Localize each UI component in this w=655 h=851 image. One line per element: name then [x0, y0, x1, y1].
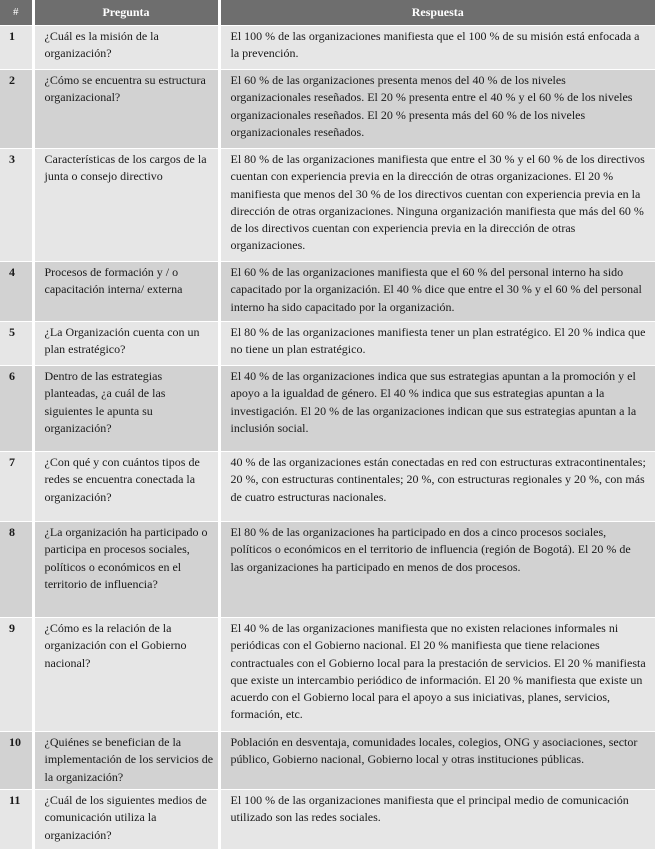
row-question: ¿Quiénes se benefician de la implementación de los servicios de la organización? [33, 732, 219, 790]
column-header-answer: Respuesta [219, 0, 655, 26]
row-question: ¿Cómo se encuentra su estructura organizacional? [33, 70, 219, 149]
table-row [0, 70, 655, 149]
table-row [0, 26, 655, 70]
row-question: ¿Cómo es la relación de la organización con el Gobierno nacional? [33, 618, 219, 732]
row-question: Características de los cargos de la junta o consejo directivo [33, 149, 219, 262]
row-answer: El 40 % de las organizaciones indica que sus estrategias apuntan a la promoción y el apoyo a la igualdad de género. El 40 % indica que sus estrategias apuntan a la investigación. El 20 % de las organizaciones indican que sus estrategias apuntan a la inclusión social. [219, 366, 655, 452]
row-question: ¿Cuál de los siguientes medios de comunicación utiliza la organización? [33, 790, 219, 850]
row-number: 2 [0, 70, 33, 149]
row-answer: 40 % de las organizaciones están conectadas en red con estructuras extracontinentales; 20 %, con estructuras continentales; 20 %, con estructuras regionales y 20 %, con más de cuatro estructuras nacionales. [219, 452, 655, 522]
row-number: 8 [0, 522, 33, 618]
row-answer: El 100 % de las organizaciones manifiesta que el principal medio de comunicación utilizado son las redes sociales. [219, 790, 655, 850]
row-question: ¿La organización ha participado o participa en procesos sociales, políticos o económicos en el territorio de influencia? [33, 522, 219, 618]
row-answer: Población en desventaja, comunidades locales, colegios, ONG y asociaciones, sector público, Gobierno nacional, Gobierno local y otras instituciones públicas. [219, 732, 655, 790]
row-question: ¿Con qué y con cuántos tipos de redes se encuentra conectada la organización? [33, 452, 219, 522]
table-row [0, 366, 655, 452]
row-number: 10 [0, 732, 33, 790]
row-number: 1 [0, 26, 33, 70]
row-number: 7 [0, 452, 33, 522]
table-header-row [0, 0, 655, 26]
column-header-question: Pregunta [33, 0, 219, 26]
row-number: 4 [0, 262, 33, 322]
table-row [0, 149, 655, 262]
table-row [0, 618, 655, 732]
row-question: ¿La Organización cuenta con un plan estratégico? [33, 322, 219, 366]
row-answer: El 60 % de las organizaciones presenta menos del 40 % de los niveles organizacionales reseñados. El 20 % presenta entre el 40 % y el 60 % de los niveles organizacionales reseñados. El 20 % presenta más del 60 % de los niveles organizacionales reseñados. [219, 70, 655, 149]
table-row [0, 732, 655, 790]
row-question: Dentro de las estrategias planteadas, ¿a cuál de las siguientes le apunta su organización? [33, 366, 219, 452]
row-answer: El 80 % de las organizaciones ha participado en dos a cinco procesos sociales, políticos o económicos en el territorio de influencia (región de Bogotá). El 20 % de las organizaciones ha participado en menos de dos procesos. [219, 522, 655, 618]
table-row [0, 322, 655, 366]
column-header-number: # [0, 0, 33, 26]
row-answer: El 40 % de las organizaciones manifiesta que no existen relaciones informales ni periódicas con el Gobierno nacional. El 20 % manifiesta que tiene relaciones contractuales con el Gobierno local para la prestación de servicios. El 20 % manifiesta que existe un intercambio periódico de información. El 20 % manifiesta que existe un acuerdo con el Gobierno local para el apoyo a sus iniciativas, planes, servicios, formación, etc. [219, 618, 655, 732]
row-answer: El 60 % de las organizaciones manifiesta que el 60 % del personal interno ha sido capacitado por la organización. El 40 % dice que entre el 30 % y el 60 % del personal interno ha sido capacitado por la organización. [219, 262, 655, 322]
row-answer: El 80 % de las organizaciones manifiesta tener un plan estratégico. El 20 % indica que no tiene un plan estratégico. [219, 322, 655, 366]
row-number: 5 [0, 322, 33, 366]
row-question: ¿Cuál es la misión de la organización? [33, 26, 219, 70]
row-number: 11 [0, 790, 33, 850]
row-question: Procesos de formación y / o capacitación interna/ externa [33, 262, 219, 322]
table-row [0, 262, 655, 322]
table-row [0, 452, 655, 522]
row-number: 3 [0, 149, 33, 262]
table-row [0, 522, 655, 618]
row-answer: El 80 % de las organizaciones manifiesta que entre el 30 % y el 60 % de los directivos cuentan con experiencia previa en la dirección de otras organizaciones. El 20 % manifiesta que menos del 30 % de los directivos cuentan con experiencia previa en la dirección de otras organizaciones. Ninguna organización manifiesta que más del 60 % de los directivos cuentan con experiencia previa en la dirección de otras organizaciones. [219, 149, 655, 262]
row-answer: El 100 % de las organizaciones manifiesta que el 100 % de su misión está enfocada a la prevención. [219, 26, 655, 70]
table-row [0, 790, 655, 850]
row-number: 9 [0, 618, 33, 732]
row-number: 6 [0, 366, 33, 452]
